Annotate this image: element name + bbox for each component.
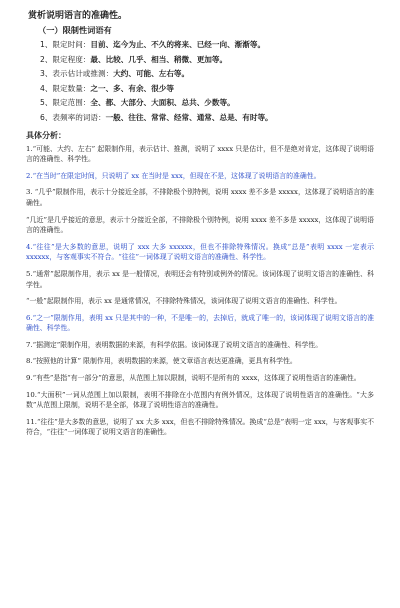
analysis-paragraph: 5.“通常”起限制作用，表示 xx 是一般情况，表明还会有特别或例外的情况。该词体现了说明文语言的准确性、科学性。 xyxy=(26,269,374,289)
analysis-paragraph: 7.“据测定”限制作用，表明数据的来源，有科学依据。该词体现了说明文语言的准确性、科学性。 xyxy=(26,340,323,349)
analysis-paragraphs xyxy=(26,144,374,438)
analysis-paragraph: 1.“可能、大约、左右” 起限制作用，表示估计、推测，说明了 xxxx 只是估计，但不是绝对肯定，这体现了说明语言的准确性、科学性。 xyxy=(26,144,374,164)
term-label: 3、表示估计或推测： xyxy=(40,69,114,79)
analysis-paragraph: 3. “几乎”限制作用，表示十分接近全部，不排除极个别特例，说明 xxxx 差不多是 xxxxx，这体现了说明语言的准确性。 xyxy=(26,188,374,207)
term-words: 最、比较、几乎、相当、稍微、更加等。 xyxy=(90,54,228,64)
analysis-paragraph: 8.“按照他的计算” 限制作用，表明数据的来源，使文章语言表达更准确，更具有科学性。 xyxy=(26,357,297,366)
analysis-paragraph: “一般”起限制作用，表示 xx 是通常情况，不排除特殊情况，该词体现了说明文语言的准确性、科学性。 xyxy=(26,297,342,306)
term-words: 之一、多、有余、很少等 xyxy=(90,83,174,93)
term-label: 4、限定数量： xyxy=(40,83,91,93)
term-row xyxy=(40,38,374,53)
term-row xyxy=(40,53,374,68)
term-label: 5、限定范围： xyxy=(40,98,91,108)
term-words: 大约、可能、左右等。 xyxy=(113,69,190,79)
term-list xyxy=(26,38,374,126)
term-row xyxy=(40,67,374,82)
document-title: 赏析说明语言的准确性。 xyxy=(28,11,128,21)
analysis-paragraph: 6.“之一”限制作用，表明 xx 只是其中的一种，不是唯一的，去掉后，就成了唯一的，该词体现了说明文语言的准确性、科学性。 xyxy=(26,313,374,333)
analysis-paragraph: 10.“大面积”一词从范围上加以限制，表明不排除在小范围内有例外情况，这体现了说明性语言的准确性。“大多数”从范围上限制，说明不是全部，体现了说明性语言的准确性。 xyxy=(26,390,374,410)
analysis-paragraph: 11.“往往”是大多数的意思，说明了 xx 大多 xxx，但也不排除特殊情况。换成“总是”表明一定 xxx，与客观事实不符合，“往往”一词体现了说明文语言的准确性。 xyxy=(26,417,374,437)
analysis-paragraph: 2.“在当时”在限定时间，只说明了 xx 在当时是 xxx，但现在不是，这体现了说明语言的准确性。 xyxy=(26,171,321,180)
term-label: 6、表频率的词语： xyxy=(40,112,106,122)
term-words: 一般、往往、常常、经常、通常、总是、有时等。 xyxy=(105,112,273,122)
term-words: 全、都、大部分、大面积、总共、少数等。 xyxy=(90,98,235,108)
term-label: 1、限定时间： xyxy=(40,40,91,49)
term-row xyxy=(40,111,374,126)
term-row xyxy=(40,82,374,97)
term-row xyxy=(40,96,374,111)
term-label: 2、限定程度： xyxy=(40,54,91,64)
analysis-heading: 具体分析： xyxy=(26,130,66,140)
analysis-paragraph: 4.“往往”是大多数的意思，说明了 xxx 大多 xxxxxx，但也不排除特殊情况。换成“总是”表明 xxxx 一定表示 xxxxxx，与客观事实不符合。“往往”一词体现了说明文语言的准确性、科学性。 xyxy=(26,242,374,262)
subheading: （一）限制性词语有 xyxy=(38,25,112,35)
analysis-paragraph: “几近”是几乎接近的意思，表示十分接近全部，不排除极个别特例，说明 xxxx 差不多是 xxxxx，这体现了说明语言的准确性。 xyxy=(26,215,374,235)
analysis-paragraph: 9.“有些”是指“有一部分”的意思，从范围上加以限制，说明不是所有的 xxxx，这体现了说明性语言的准确性。 xyxy=(26,374,361,383)
term-words: 目前、迄今为止、不久的将来、已经一向、渐渐等。 xyxy=(90,40,266,49)
